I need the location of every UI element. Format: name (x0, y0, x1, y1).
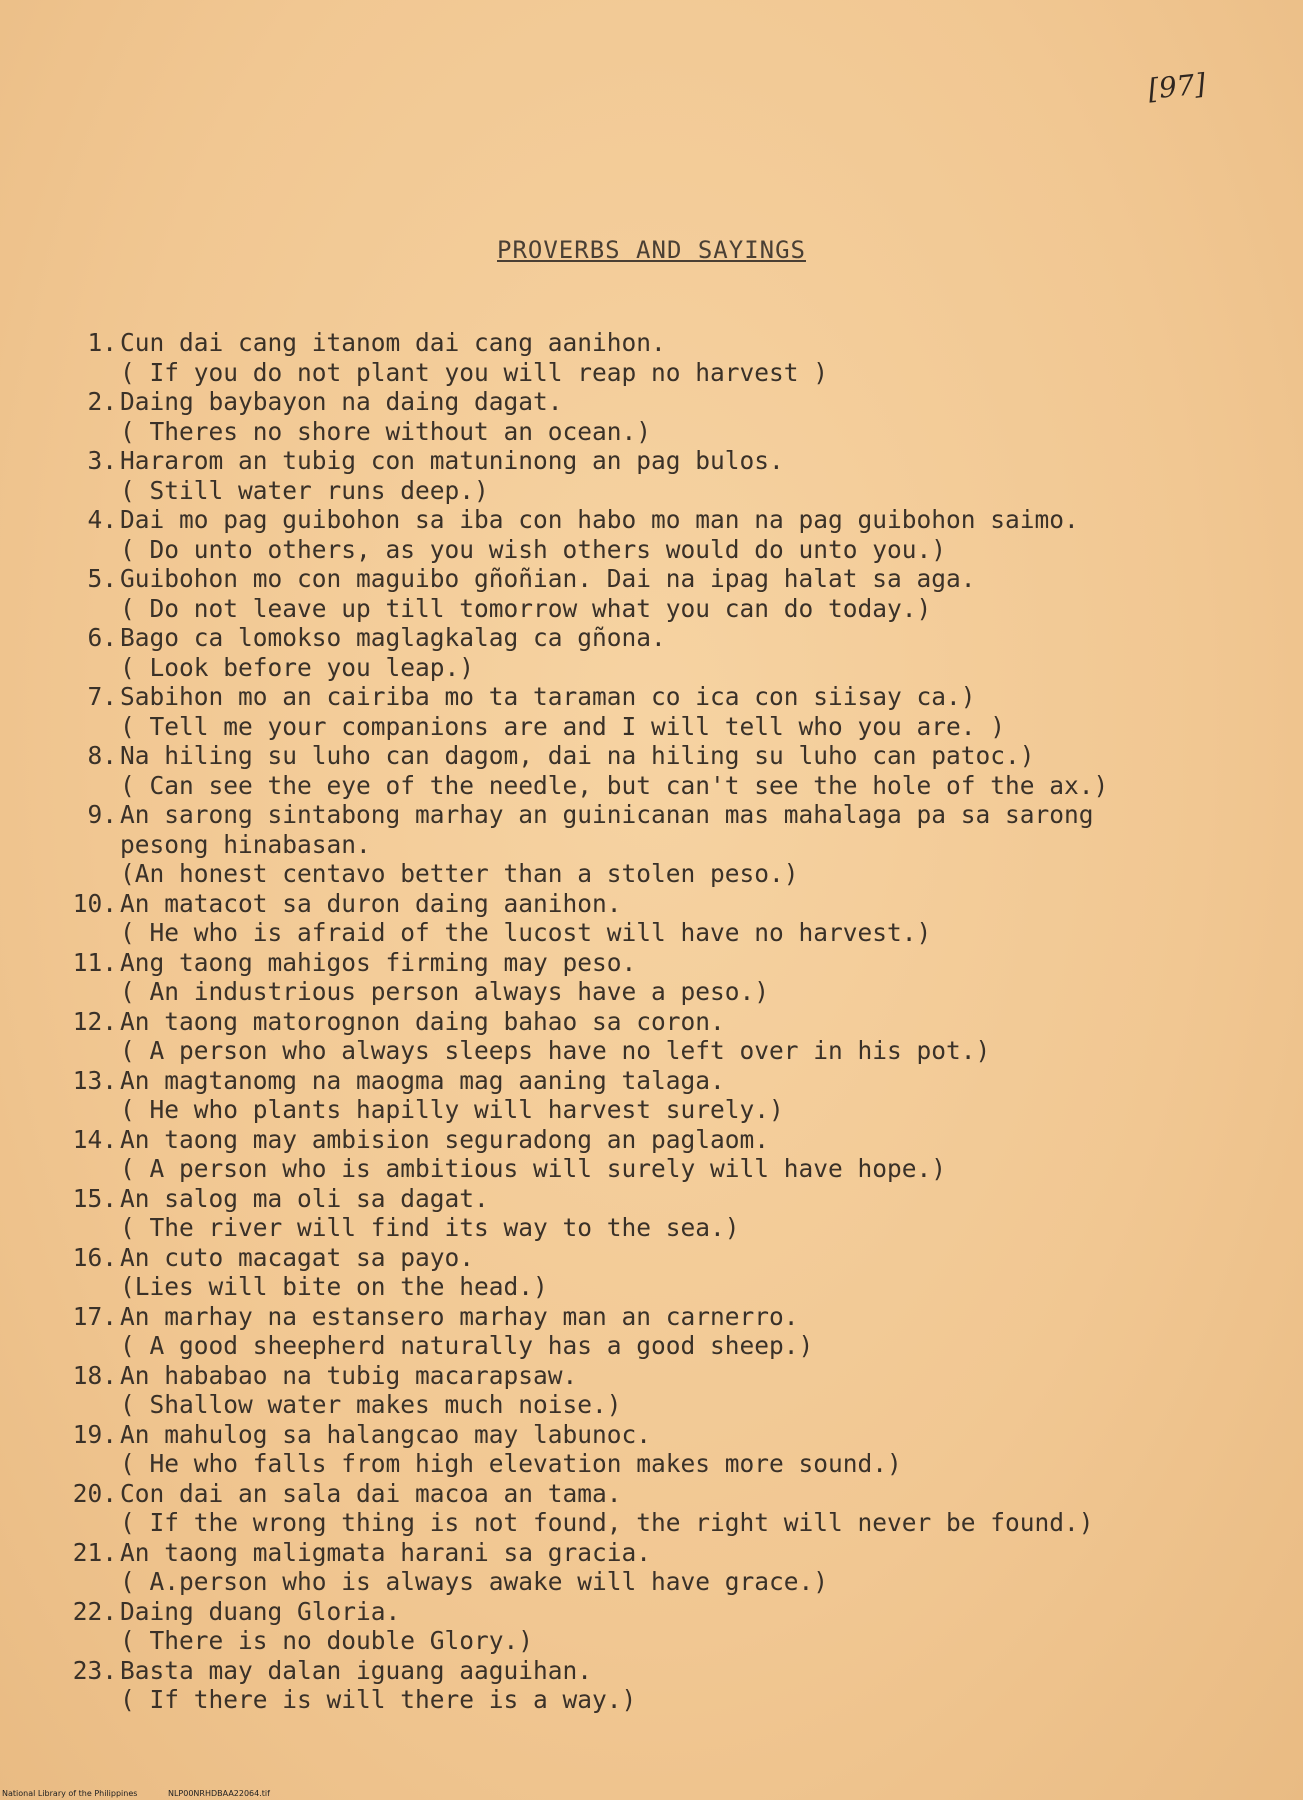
proverb-number: 9. (87, 800, 117, 829)
proverb-translation-line (0, 830, 1303, 860)
proverb-translation-line (0, 1567, 1303, 1597)
footer-file-id: NLP00NRHDBAA22064.tif (167, 1789, 270, 1798)
proverb-line (0, 1420, 1303, 1450)
proverb-text: ( Look before you leap.) (120, 652, 475, 682)
proverb-line (0, 1007, 1303, 1037)
proverb-number: 10. (72, 888, 117, 918)
proverb-line (0, 1361, 1303, 1391)
proverb-text: ( He who is afraid of the lucost will have no harvest.) (120, 918, 932, 947)
proverb-text: ( A person who is ambitious will surely will have hope.) (120, 1154, 947, 1183)
proverb-translation-line (0, 918, 1303, 948)
page-mark: [97] (1146, 67, 1208, 106)
proverb-translation-line (0, 1331, 1303, 1361)
proverb-text: ( An industrious person always have a peso.) (120, 977, 770, 1006)
proverb-text: An hababao na tubig macarapsaw. (120, 1360, 578, 1390)
proverb-translation-line (0, 1508, 1303, 1538)
proverb-text: ( A person who always sleeps have no left over in his pot.) (120, 1036, 991, 1065)
proverb-translation-line (0, 977, 1303, 1007)
proverb-text: ( If you do not plant you will reap no harvest ) (120, 357, 829, 387)
proverb-text: Cun dai cang itanom dai cang aanihon. (120, 328, 666, 357)
proverb-number: 3. (87, 446, 117, 475)
proverb-line (0, 623, 1303, 653)
proverb-line (0, 1302, 1303, 1332)
proverb-line (0, 1479, 1303, 1509)
proverb-number: 17. (72, 1301, 117, 1331)
proverb-line (0, 889, 1303, 919)
proverb-text: Daing baybayon na daing dagat. (120, 387, 563, 416)
proverb-number: 11. (72, 947, 117, 977)
proverb-text: An cuto macagat sa payo. (120, 1242, 475, 1272)
proverb-text: pesong hinabasan. (120, 829, 371, 859)
proverb-text: An salog ma oli sa dagat. (120, 1183, 489, 1213)
proverb-text: Bago ca lomokso maglagkalag ca gñona. (120, 623, 666, 652)
proverb-text: ( Can see the eye of the needle, but can't see the hole of the ax.) (120, 770, 1109, 800)
proverb-text: ( There is no double Glory.) (120, 1626, 534, 1655)
proverb-number: 19. (72, 1419, 117, 1449)
proverb-number: 23. (72, 1655, 117, 1685)
proverb-number: 2. (87, 387, 117, 416)
proverb-number: 22. (72, 1596, 117, 1626)
proverb-text: An sarong sintabong marhay an guinicanan mas mahalaga pa sa sarong (120, 800, 1094, 829)
footer (2, 1789, 298, 1798)
proverb-text: An marhay na estansero marhay man an carnerro. (120, 1301, 799, 1331)
proverb-text: An taong may ambision seguradong an paglaom. (120, 1124, 770, 1154)
proverb-text: ( A good sheepherd naturally has a good sheep.) (120, 1331, 814, 1360)
proverb-translation-line (0, 771, 1303, 801)
proverb-text: ( If there is will there is a way.) (120, 1685, 637, 1714)
proverb-text: Hararom an tubig con matuninong an pag bulos. (120, 446, 784, 475)
proverb-text: (An honest centavo better than a stolen peso.) (120, 859, 799, 888)
proverb-translation-line (0, 1036, 1303, 1066)
proverb-translation-line (0, 1626, 1303, 1656)
proverb-line (0, 1184, 1303, 1214)
proverb-line (0, 1066, 1303, 1096)
proverb-translation-line (0, 1685, 1303, 1715)
proverb-text: ( Do unto others, as you wish others would do unto you.) (120, 534, 947, 564)
proverb-translation-line (0, 1095, 1303, 1125)
proverb-text: ( Shallow water makes much noise.) (120, 1390, 622, 1419)
proverb-number: 12. (72, 1006, 117, 1036)
proverb-number: 18. (72, 1360, 117, 1390)
proverb-number: 21. (72, 1537, 117, 1567)
proverb-translation-line (0, 1213, 1303, 1243)
proverb-text: (Lies will bite on the head.) (120, 1272, 548, 1301)
proverb-translation-line (0, 417, 1303, 447)
proverb-translation-line (0, 712, 1303, 742)
proverb-translation-line (0, 859, 1303, 889)
proverb-number: 4. (87, 505, 117, 534)
proverb-text: An magtanomg na maogma mag aaning talaga. (120, 1065, 725, 1095)
proverb-translation-line (0, 1272, 1303, 1302)
proverb-number: 20. (72, 1478, 117, 1508)
proverb-text: ( He who plants hapilly will harvest surely.) (120, 1095, 784, 1124)
proverb-line (0, 948, 1303, 978)
proverb-translation-line (0, 594, 1303, 624)
proverb-translation-line (0, 535, 1303, 565)
proverb-number: 8. (87, 741, 117, 770)
proverb-number: 6. (87, 623, 117, 652)
proverb-number: 14. (72, 1124, 117, 1154)
proverb-text: Daing duang Gloria. (120, 1596, 401, 1626)
proverb-text: An taong matorognon daing bahao sa coron. (120, 1006, 725, 1036)
proverb-line (0, 1125, 1303, 1155)
proverb-line (0, 446, 1303, 476)
proverb-text: ( He who falls from high elevation makes more sound.) (120, 1449, 902, 1478)
proverb-number: 15. (72, 1183, 117, 1213)
proverb-line (0, 682, 1303, 712)
proverb-line (0, 800, 1303, 830)
proverb-translation-line (0, 653, 1303, 683)
proverb-text: ( Still water runs deep.) (120, 475, 489, 505)
proverb-translation-line (0, 1154, 1303, 1184)
proverb-translation-line (0, 358, 1303, 388)
proverb-text: ( Do not leave up till tomorrow what you can do today.) (120, 593, 932, 623)
proverb-number: 7. (87, 682, 117, 711)
proverb-text: Guibohon mo con maguibo gñoñian. Dai na ipag halat sa aga. (120, 564, 976, 593)
proverb-text: Sabihon mo an cairiba mo ta taraman co ica con siisay ca.) (120, 682, 976, 711)
proverb-text: An taong maligmata harani sa gracia. (120, 1537, 652, 1567)
proverb-text: ( A.person who is always awake will have grace.) (120, 1567, 829, 1596)
proverb-number: 1. (87, 328, 117, 357)
proverb-text: ( The river will find its way to the sea.) (120, 1213, 740, 1242)
proverb-line (0, 1597, 1303, 1627)
proverb-line (0, 564, 1303, 594)
proverb-line (0, 505, 1303, 535)
proverb-line (0, 1243, 1303, 1273)
proverb-line (0, 1656, 1303, 1686)
proverb-text: An matacot sa duron daing aanihon. (120, 888, 622, 918)
proverb-text: ( Tell me your companions are and I will tell who you are. ) (120, 711, 1006, 741)
proverb-line (0, 741, 1303, 771)
proverb-text: ( Theres no shore without an ocean.) (120, 416, 652, 446)
proverb-line (0, 1538, 1303, 1568)
proverb-line (0, 387, 1303, 417)
proverb-text: An mahulog sa halangcao may labunoc. (120, 1419, 652, 1449)
proverb-number: 13. (72, 1065, 117, 1095)
proverb-text: Con dai an sala dai macoa an tama. (120, 1478, 622, 1508)
footer-library: National Library of the Philippines (2, 1789, 138, 1798)
proverb-text: Na hiling su luho can dagom, dai na hiling su luho can patoc.) (120, 741, 1035, 770)
proverb-text: ( If the wrong thing is not found, the right will never be found.) (120, 1508, 1094, 1537)
proverb-line (0, 328, 1303, 358)
proverb-translation-line (0, 1449, 1303, 1479)
proverb-text: Basta may dalan iguang aaguihan. (120, 1655, 593, 1685)
proverb-translation-line (0, 476, 1303, 506)
proverb-text: Dai mo pag guibohon sa iba con habo mo man na pag guibohon saimo. (120, 505, 1079, 534)
proverb-text: Ang taong mahigos firming may peso. (120, 947, 637, 977)
page-title: PROVERBS AND SAYINGS (497, 236, 806, 264)
proverb-list (0, 328, 1303, 1715)
proverb-number: 16. (72, 1242, 117, 1272)
proverb-number: 5. (87, 564, 117, 593)
proverb-translation-line (0, 1390, 1303, 1420)
